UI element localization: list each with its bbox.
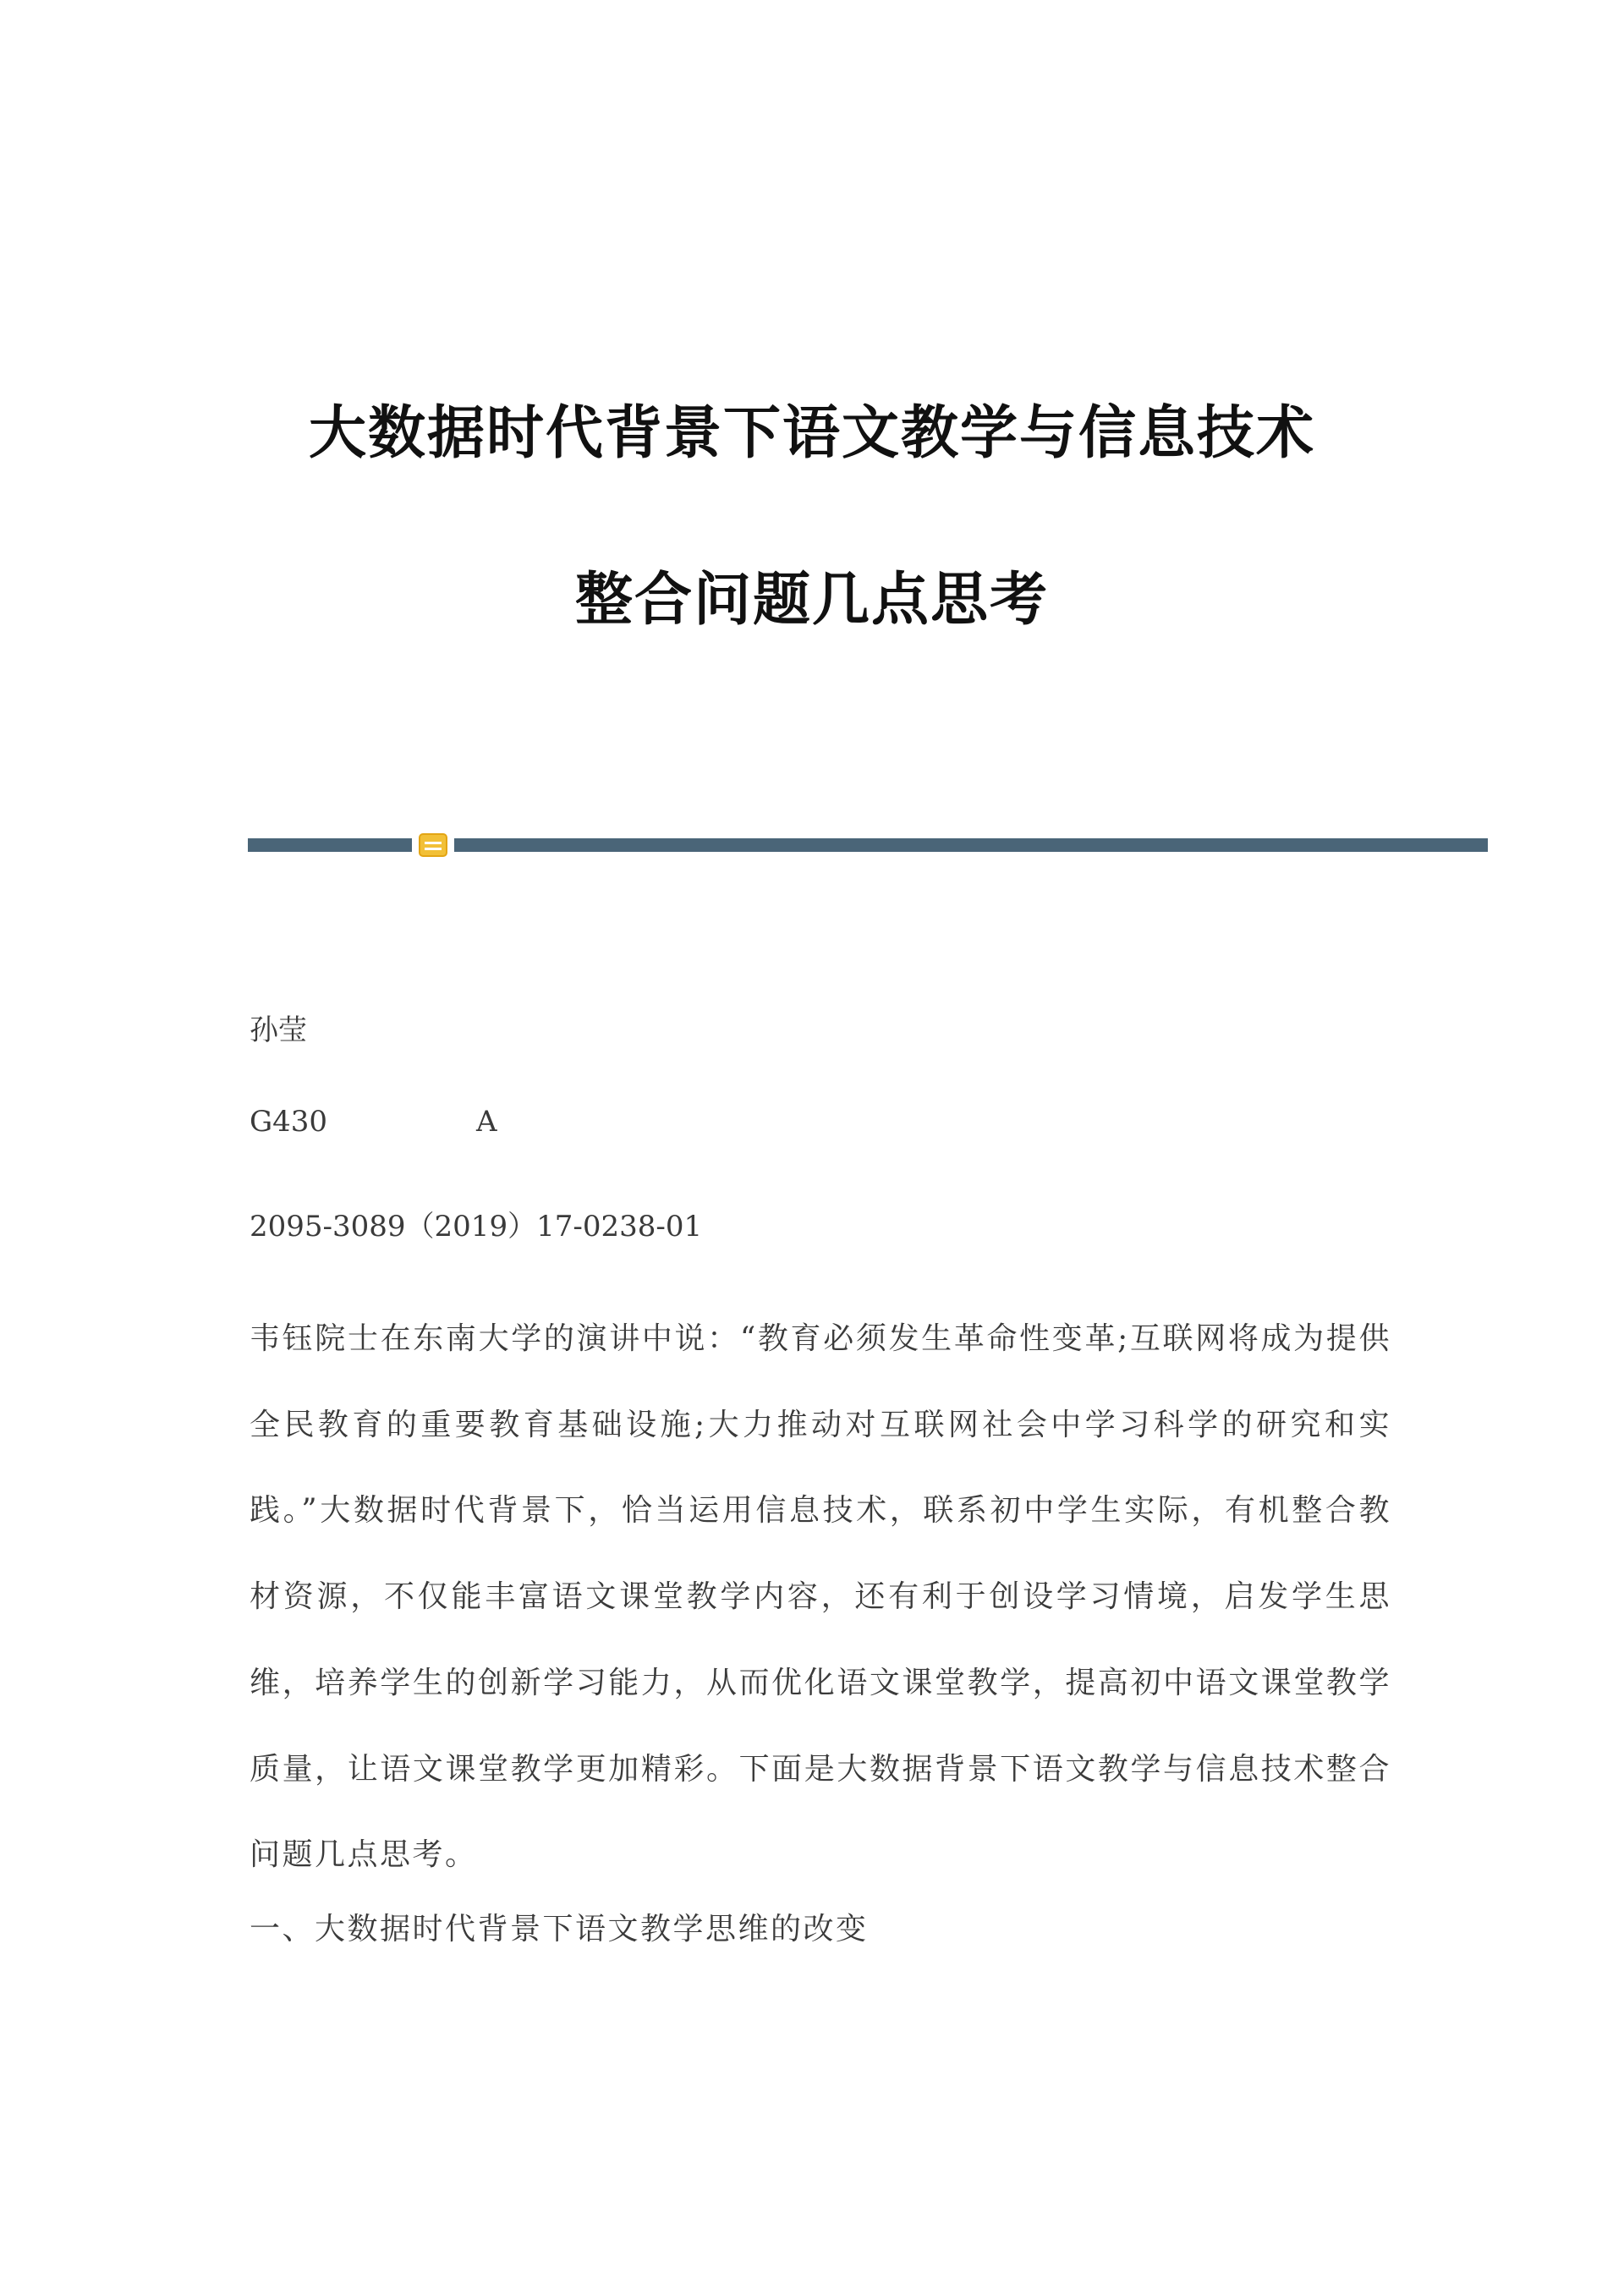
section-heading: 一、大数据时代背景下语文教学思维的改变 <box>250 1912 869 1946</box>
title-divider-right <box>454 838 1488 852</box>
document-code: A <box>476 1105 497 1139</box>
article-id: 2095-3089（2019）17-0238-01 <box>250 1210 703 1244</box>
classification-code: G430 <box>250 1105 328 1139</box>
author-name: 孙莹 <box>250 1013 307 1047</box>
body-paragraph: 韦钰院士在东南大学的演讲中说：“教育必须发生革命性变革;互联网将成为提供全民教育的重要教育基础设施;大力推动对互联网社会中学习科学的研究和实践。”大数据时代背景下，恰当运用信息技术，联系初中学生实际，有机整合教材资源，不仅能丰富语文课堂教学内容，还有利于创设学习情境，启发学生思维，培养学生的创新学习能力，从而优化语文课堂教学，提高初中语文课堂教学质量，让语文课堂教学更加精彩。下面是大数据背景下语文教学与信息技术整合问题几点思考。 <box>250 1321 1391 1873</box>
document-title-line-2: 整合问题几点思考 <box>574 566 1049 634</box>
note-badge-icon <box>419 833 447 857</box>
title-divider-left <box>248 838 412 852</box>
document-title-line-1: 大数据时代背景下语文教学与信息技术 <box>308 399 1315 467</box>
